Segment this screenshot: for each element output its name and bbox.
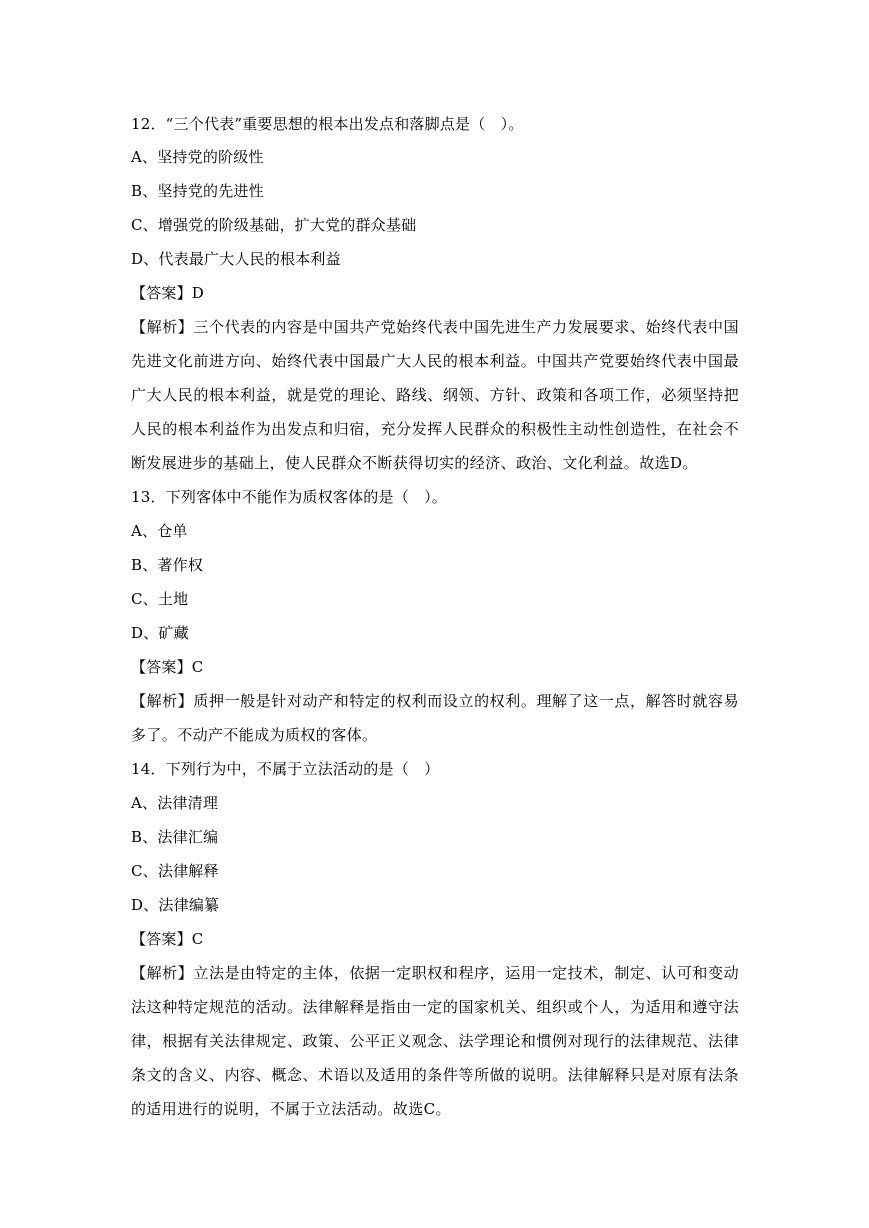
question-12-option-c: C、增强党的阶级基础，扩大党的群众基础 [131,216,417,234]
question-12-answer: 【答案】D [131,284,205,302]
question-13-option-c: C、土地 [131,590,189,608]
question-13-text: 13．下列客体中不能作为质权客体的是（ ）。 [131,488,447,506]
question-12-analysis: 【解析】三个代表的内容是中国共产党始终代表中国先进生产力发展要求、始终代表中国先进文化前进方向、始终代表中国最广大人民的根本利益。中国共产党要始终代表中国最广大人民的根本利益，就是党的理论、路线、纲领、方针、政策和各项工作，必须坚持把人民的根本利益作为出发点和归宿，充分发挥人民群众的积极性主动性创造性，在社会不断发展进步的基础上，使人民群众不断获得切实的经济、政治、文化利益。故选D。 [131,318,739,472]
question-13-option-a: A、仓单 [131,522,188,540]
question-13-analysis: 【解析】质押一般是针对动产和特定的权利而设立的权利。理解了这一点，解答时就容易多了。不动产不能成为质权的客体。 [131,692,739,744]
question-12-option-d: D、代表最广大人民的根本利益 [131,250,341,268]
question-14-option-c: C、法律解释 [131,862,219,880]
question-12-text: 12．“三个代表”重要思想的根本出发点和落脚点是（ ）。 [131,115,524,133]
question-14-text: 14．下列行为中，不属于立法活动的是（ ） [131,760,440,778]
question-12-option-b: B、坚持党的先进性 [131,182,264,200]
question-14-option-d: D、法律编纂 [131,896,220,914]
question-14-answer: 【答案】C [131,930,204,948]
question-13-option-d: D、矿藏 [131,624,189,642]
question-13-option-b: B、著作权 [131,556,204,574]
question-13-answer: 【答案】C [131,658,204,676]
question-14-analysis: 【解析】立法是由特定的主体，依据一定职权和程序，运用一定技术，制定、认可和变动法这种特定规范的活动。法律解释是指由一定的国家机关、组织或个人，为适用和遵守法律，根据有关法律规定、政策、公平正义观念、法学理论和惯例对现行的法律规范、法律条文的含义、内容、概念、术语以及适用的条件等所做的说明。法律解释只是对原有法条的适用进行的说明，不属于立法活动。故选C。 [131,964,739,1118]
question-14-option-b: B、法律汇编 [131,828,219,846]
question-14-option-a: A、法律清理 [131,794,219,812]
question-12-option-a: A、坚持党的阶级性 [131,148,264,166]
